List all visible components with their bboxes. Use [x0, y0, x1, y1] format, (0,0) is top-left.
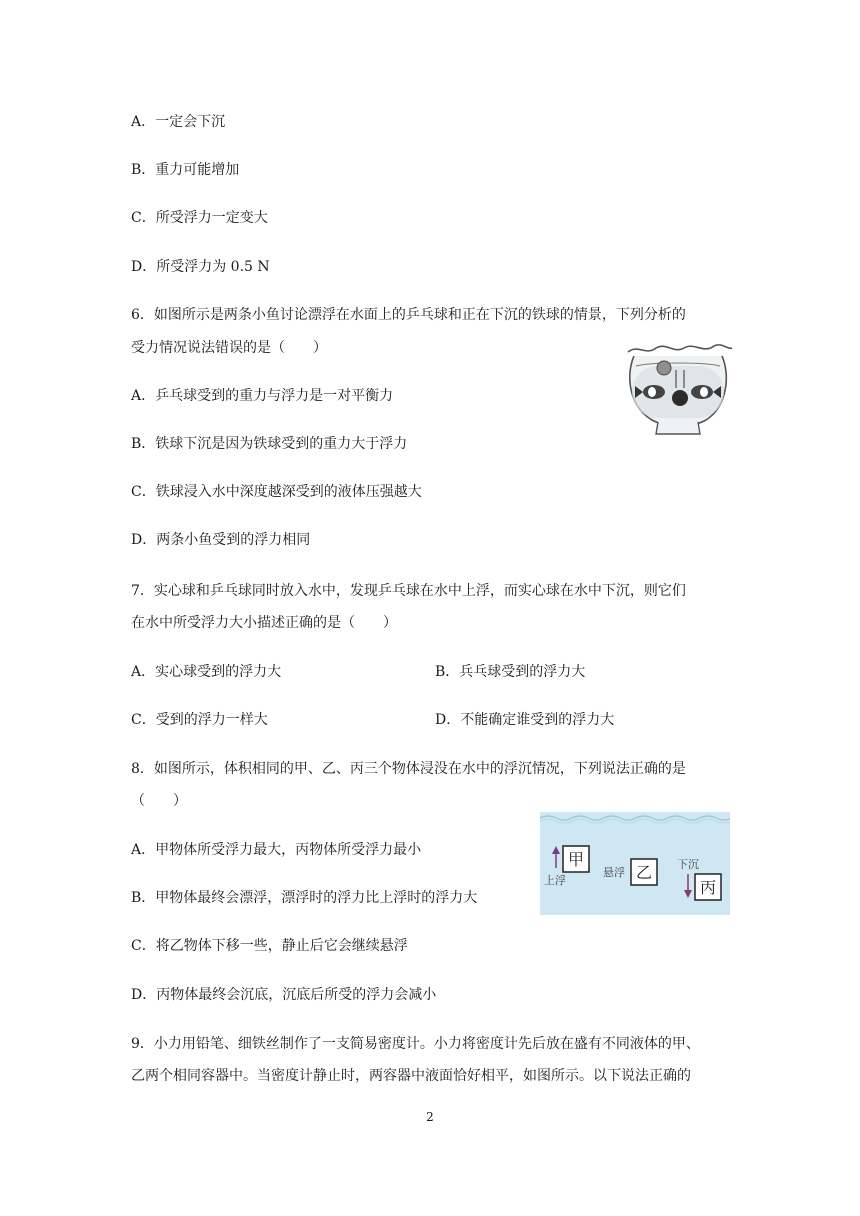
q8-stem-line2: （ ） — [131, 793, 187, 809]
q8-option-a: A．甲物体所受浮力最大，丙物体所受浮力最小 — [131, 842, 422, 858]
q6-option-d: D．两条小鱼受到的浮力相同 — [131, 532, 311, 548]
q7-option-d: D．不能确定谁受到的浮力大 — [435, 712, 615, 728]
q6-stem-line1: 6．如图所示是两条小鱼讨论漂浮在水面上的乒乓球和正在下沉的铁球的情景，下列分析的 — [131, 307, 686, 323]
water-tank-figure — [540, 812, 730, 915]
q8-option-c: C．将乙物体下移一些，静止后它会继续悬浮 — [131, 938, 408, 954]
q6-option-b: B．铁球下沉是因为铁球受到的重力大于浮力 — [131, 436, 408, 452]
q8-option-b: B．甲物体最终会漂浮，漂浮时的浮力比上浮时的浮力大 — [131, 890, 478, 906]
label-suspend: 悬浮 — [603, 866, 625, 879]
fishbowl-illustration — [628, 345, 732, 434]
box-jia — [563, 846, 589, 872]
q6-option-c: C．铁球浸入水中深度越深受到的液体压强越大 — [131, 484, 422, 500]
q7-stem-line1: 7．实心球和乒乓球同时放入水中，发现乒乓球在水中上浮，而实心球在水中下沉，则它们 — [131, 583, 686, 599]
box-bing-label: 丙 — [699, 878, 717, 897]
box-yi-label: 乙 — [635, 863, 653, 882]
q9-stem-line2: 乙两个相同容器中。当密度计静止时，两容器中液面恰好相平，如图所示。以下说法正确的 — [131, 1068, 691, 1084]
q5-option-c: C．所受浮力一定变大 — [131, 210, 268, 226]
q5-option-a: A．一定会下沉 — [131, 114, 226, 130]
q5-option-d: D．所受浮力为 0.5 N — [131, 259, 270, 275]
q7-option-c: C．受到的浮力一样大 — [131, 712, 268, 728]
q8-option-d: D．丙物体最终会沉底，沉底后所受的浮力会减小 — [131, 987, 437, 1003]
q6-option-a: A．乒乓球受到的重力与浮力是一对平衡力 — [131, 388, 394, 404]
q8-stem-line1: 8．如图所示，体积相同的甲、乙、丙三个物体浸没在水中的浮沉情况，下列说法正确的是 — [131, 761, 686, 777]
q7-option-a: A．实心球受到的浮力大 — [131, 664, 282, 680]
box-yi — [631, 859, 657, 885]
q9-stem-line1: 9．小力用铅笔、细铁丝制作了一支简易密度计。小力将密度计先后放在盛有不同液体的甲、 — [131, 1036, 700, 1052]
page-number: 2 — [426, 1110, 434, 1124]
q7-option-b: B．兵乓球受到的浮力大 — [435, 664, 586, 680]
label-up: 上浮 — [544, 874, 566, 887]
q6-stem-line2: 受力情况说法错误的是（ ） — [131, 340, 327, 356]
q5-option-b: B．重力可能增加 — [131, 162, 240, 178]
fishbowl-figure — [622, 340, 734, 440]
box-bing — [695, 874, 721, 900]
q7-stem-line2: 在水中所受浮力大小描述正确的是（ ） — [131, 615, 397, 631]
label-down: 下沉 — [677, 858, 699, 871]
box-jia-label: 甲 — [567, 850, 585, 869]
